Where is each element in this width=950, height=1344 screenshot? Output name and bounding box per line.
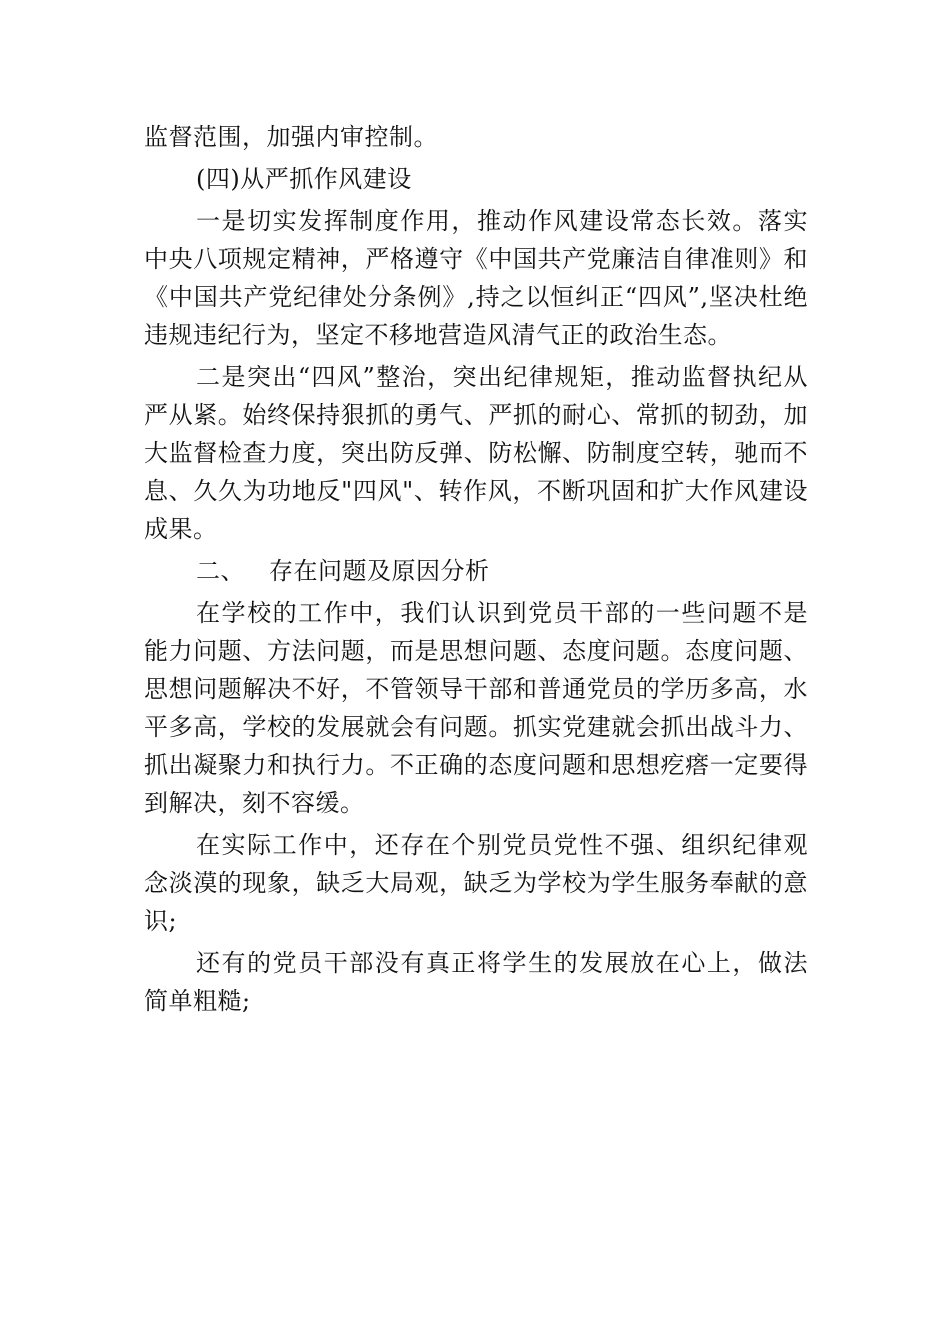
section-2-heading <box>144 552 808 590</box>
paragraph-other-cadres: 还有的党员干部没有真正将学生的发展放在心上，做法简单粗糙; <box>144 949 808 1015</box>
section-2-title: 存在问题及原因分析 <box>269 557 490 585</box>
document-body <box>144 118 808 1024</box>
paragraph-second-point: 二是突出“四风”整治，突出纪律规矩，推动监督执纪从严从紧。始终保持狠抓的勇气、严抓的耐心、常抓的韧劲，加大监督检查力度，突出防反弹、防松懈、防制度空转，驰而不息、久久为功地反"四风"、转作风，不断巩固和扩大作风建设成果。 <box>144 363 808 543</box>
paragraph-first-point: 一是切实发挥制度作用，推动作风建设常态长效。落实中央八项规定精神，严格遵守《中国共产党廉洁自律准则》和《中国共产党纪律处分条例》,持之以恒纠正“四风”,坚决杜绝违规违纪行为，坚定不移地营造风清气正的政治生态。 <box>144 207 808 349</box>
section-4-heading: (四)从严抓作风建设 <box>196 165 412 193</box>
paragraph-school-work: 在学校的工作中，我们认识到党员干部的一些问题不是能力问题、方法问题，而是思想问题、态度问题。态度问题、 思想问题解决不好，不管领导干部和普通党员的学历多高，水平多高，学校的发展就会有问题。抓实党建就会抓出战斗力、抓出凝聚力和执行力。不正确的态度问题和思想疙瘩一定要得到解决，刻不容缓。 <box>144 599 808 817</box>
lead-line: 监督范围，加强内审控制。 <box>144 123 438 151</box>
section-2-number: 二、 <box>196 557 245 585</box>
paragraph-actual-work: 在实际工作中，还存在个别党员党性不强、组织纪律观念淡漠的现象，缺乏大局观，缺乏为学校为学生服务奉献的意识; <box>144 831 808 935</box>
